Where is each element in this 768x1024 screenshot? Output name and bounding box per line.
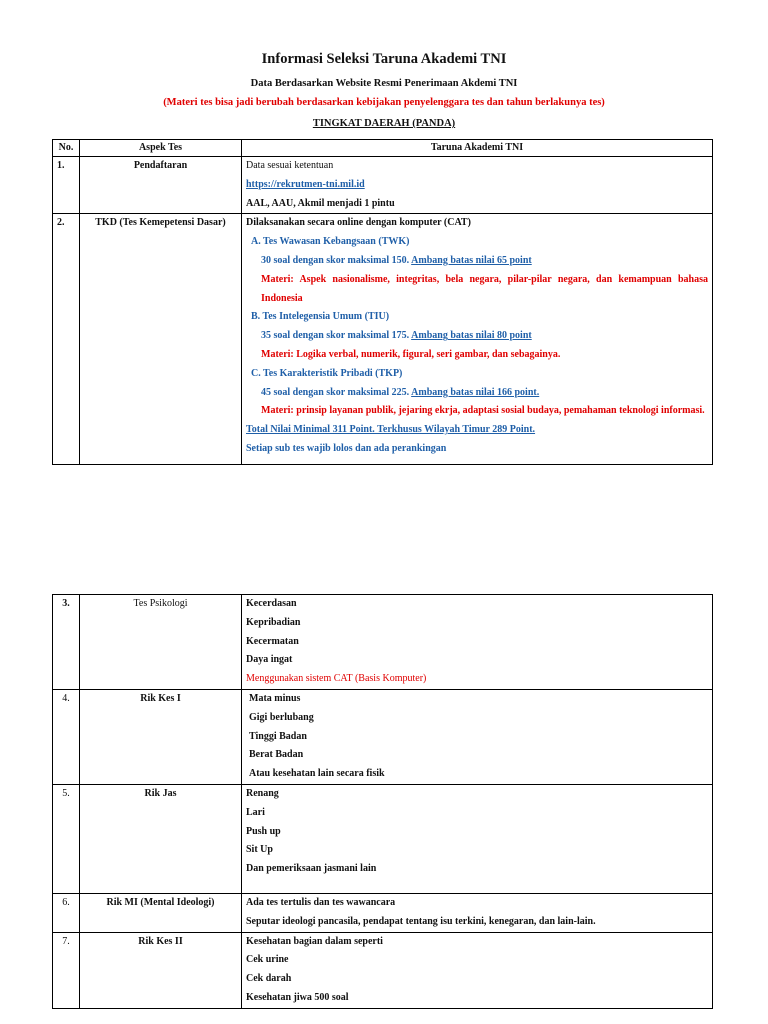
row-content: [242, 157, 713, 214]
list-item: Daya ingat: [246, 654, 293, 666]
list-item: Berat Badan: [249, 749, 304, 761]
table-row: [53, 689, 713, 784]
row-aspect: Rik Kes I: [80, 689, 242, 784]
table-row: [53, 893, 713, 932]
list-item: Kesehatan bagian dalam seperti: [246, 935, 383, 947]
list-item: Kecermatan: [246, 635, 299, 647]
row-number: 1.: [53, 157, 80, 214]
row-aspect: Rik Jas: [80, 784, 242, 893]
list-item: Cek urine: [246, 954, 289, 966]
list-item: Lari: [246, 806, 265, 818]
header-taruna: Taruna Akademi TNI: [242, 140, 713, 157]
table-header-row: [53, 140, 713, 157]
tiu-desc-text: 35 soal dengan skor maksimal 175.: [261, 330, 410, 342]
twk-ambang: Ambang batas nilai 65 point: [411, 254, 532, 266]
list-item: Kecerdasan: [246, 598, 297, 609]
list-item: Kepribadian: [246, 616, 301, 628]
twk-title: A. Tes Wawasan Kebangsaan (TWK): [251, 236, 410, 248]
row-content: [242, 893, 713, 932]
list-item: Gigi berlubang: [249, 711, 314, 723]
list-item: Seputar ideologi pancasila, pendapat tentang isu terkini, kenegaran, dan lain-lain.: [246, 915, 596, 927]
selection-table-part2: [52, 594, 713, 1009]
table-row: [53, 214, 713, 464]
row-aspect: Tes Psikologi: [80, 595, 242, 690]
row-content: [242, 595, 713, 690]
row-content: [242, 932, 713, 1008]
content-line: Data sesuai ketentuan: [246, 160, 334, 171]
header-no: No.: [53, 140, 80, 157]
disclaimer-note: (Materi tes bisa jadi berubah berdasarkan kebijakan penyelenggara tes dan tahun berlakunya tes): [163, 97, 605, 108]
twk-desc: [246, 252, 708, 271]
total-score: Total Nilai Minimal 311 Point. Terkhusus Wilayah Timur 289 Point.: [246, 424, 536, 436]
row-aspect: TKD (Tes Kemepetensi Dasar): [80, 214, 242, 464]
row-content: [242, 784, 713, 893]
tiu-desc: [246, 327, 708, 346]
row-number: 6.: [53, 893, 80, 932]
tkp-desc-text: 45 soal dengan skor maksimal 225.: [261, 386, 410, 398]
list-item: Dan pemeriksaan jasmani lain: [246, 863, 377, 875]
tkp-materi: Materi: prinsip layanan publik, jejaring ekrja, adaptasi sosial budaya, pemahaman teknologi informasi.: [261, 405, 705, 417]
row-number: 3.: [53, 595, 80, 690]
row-number: 5.: [53, 784, 80, 893]
tkp-title: C. Tes Karakteristik Pribadi (TKP): [251, 367, 403, 379]
header-aspek: Aspek Tes: [80, 140, 242, 157]
document-title: Informasi Seleksi Taruna Akademi TNI: [261, 51, 507, 67]
cat-note: Menggunakan sistem CAT (Basis Komputer): [246, 673, 427, 685]
selection-table-part1: [52, 139, 713, 465]
row-aspect: Rik MI (Mental Ideologi): [80, 893, 242, 932]
list-item: Cek darah: [246, 973, 292, 985]
row-content: [242, 214, 713, 464]
row-content: [242, 689, 713, 784]
tiu-materi: Materi: Logika verbal, numerik, figural, seri gambar, dan sebagainya.: [261, 348, 561, 360]
list-item: Atau kesehatan lain secara fisik: [249, 768, 385, 780]
ranking-note: Setiap sub tes wajib lolos dan ada perankingan: [246, 442, 447, 454]
list-item: Renang: [246, 787, 279, 799]
list-item: Mata minus: [249, 692, 301, 704]
list-item: Sit Up: [246, 844, 273, 856]
list-item: Push up: [246, 825, 281, 837]
list-item: Kesehatan jiwa 500 soal: [246, 991, 349, 1003]
tiu-ambang: Ambang batas nilai 80 point: [411, 330, 532, 342]
list-item: Tinggi Badan: [249, 730, 307, 742]
twk-desc-text: 30 soal dengan skor maksimal 150.: [261, 254, 410, 266]
list-item: Ada tes tertulis dan tes wawancara: [246, 896, 396, 908]
tiu-title: B. Tes Intelegensia Umum (TIU): [251, 311, 390, 323]
row-number: 7.: [53, 932, 80, 1008]
table-row: [53, 784, 713, 893]
content-line: AAL, AAU, Akmil menjadi 1 pintu: [246, 197, 395, 209]
table-row: [53, 157, 713, 214]
table-row: [53, 932, 713, 1008]
row-number: 4.: [53, 689, 80, 784]
tkp-ambang: Ambang batas nilai 166 point.: [411, 386, 540, 398]
row-number: 2.: [53, 214, 80, 464]
row-aspect: Rik Kes II: [80, 932, 242, 1008]
section-heading: TINGKAT DAERAH (PANDA): [312, 118, 456, 129]
document-subtitle: Data Berdasarkan Website Resmi Penerimaan Akdemi TNI: [250, 78, 518, 89]
tkp-desc: [246, 384, 708, 403]
registration-link[interactable]: https://rekrutmen-tni.mil.id: [246, 178, 365, 190]
content-line: Dilaksanakan secara online dengan komputer (CAT): [246, 217, 471, 229]
twk-materi: Materi: Aspek nasionalisme, integritas, bela negara, pilar-pilar negara, dan kemampuan bahasa Indonesia: [261, 273, 708, 304]
table-row: [53, 595, 713, 690]
row-aspect: Pendaftaran: [80, 157, 242, 214]
